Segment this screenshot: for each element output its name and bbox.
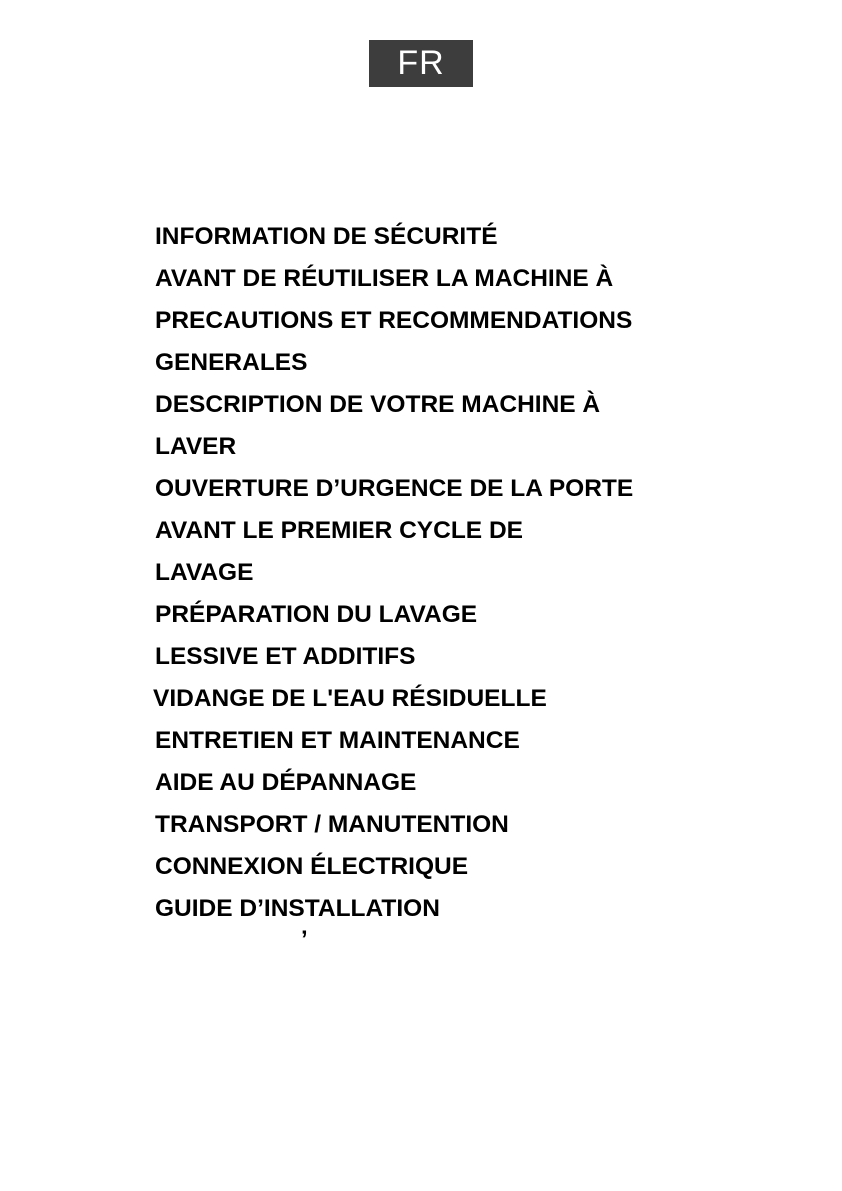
toc-line-detergent-additives: LESSIVE ET ADDITIFS xyxy=(155,643,416,670)
language-badge: FR xyxy=(369,40,473,87)
toc-line-general-precautions: PRECAUTIONS ET RECOMMENDATIONS xyxy=(155,307,633,334)
toc-line-machine-description: DESCRIPTION DE VOTRE MACHINE À xyxy=(155,391,601,418)
toc-line-general-precautions-cont: GENERALES xyxy=(155,349,308,376)
toc-line-installation-guide: GUIDE D’INSTALLATION xyxy=(155,895,440,922)
toc-line-safety-information: INFORMATION DE SÉCURITÉ xyxy=(155,223,498,250)
toc-line-before-first-wash-cont: LAVAGE xyxy=(155,559,254,586)
toc-line-before-reusing-machine: AVANT DE RÉUTILISER LA MACHINE À xyxy=(155,265,614,292)
toc-line-troubleshooting: AIDE AU DÉPANNAGE xyxy=(155,769,417,796)
toc-line-machine-description-cont: LAVER xyxy=(155,433,237,460)
stray-apostrophe: ’ xyxy=(301,926,308,953)
toc-line-residual-water-drain: VIDANGE DE L'EAU RÉSIDUELLE xyxy=(153,685,547,712)
toc-line-before-first-wash: AVANT LE PREMIER CYCLE DE xyxy=(155,517,523,544)
toc-line-care-maintenance: ENTRETIEN ET MAINTENANCE xyxy=(155,727,520,754)
table-of-contents xyxy=(155,216,755,930)
toc-line-wash-preparation: PRÉPARATION DU LAVAGE xyxy=(155,601,478,628)
toc-line-electrical-connection: CONNEXION ÉLECTRIQUE xyxy=(155,853,469,880)
toc-line-emergency-door-opening: OUVERTURE D’URGENCE DE LA PORTE xyxy=(155,475,634,502)
toc-line-transport-handling: TRANSPORT / MANUTENTION xyxy=(155,811,509,838)
